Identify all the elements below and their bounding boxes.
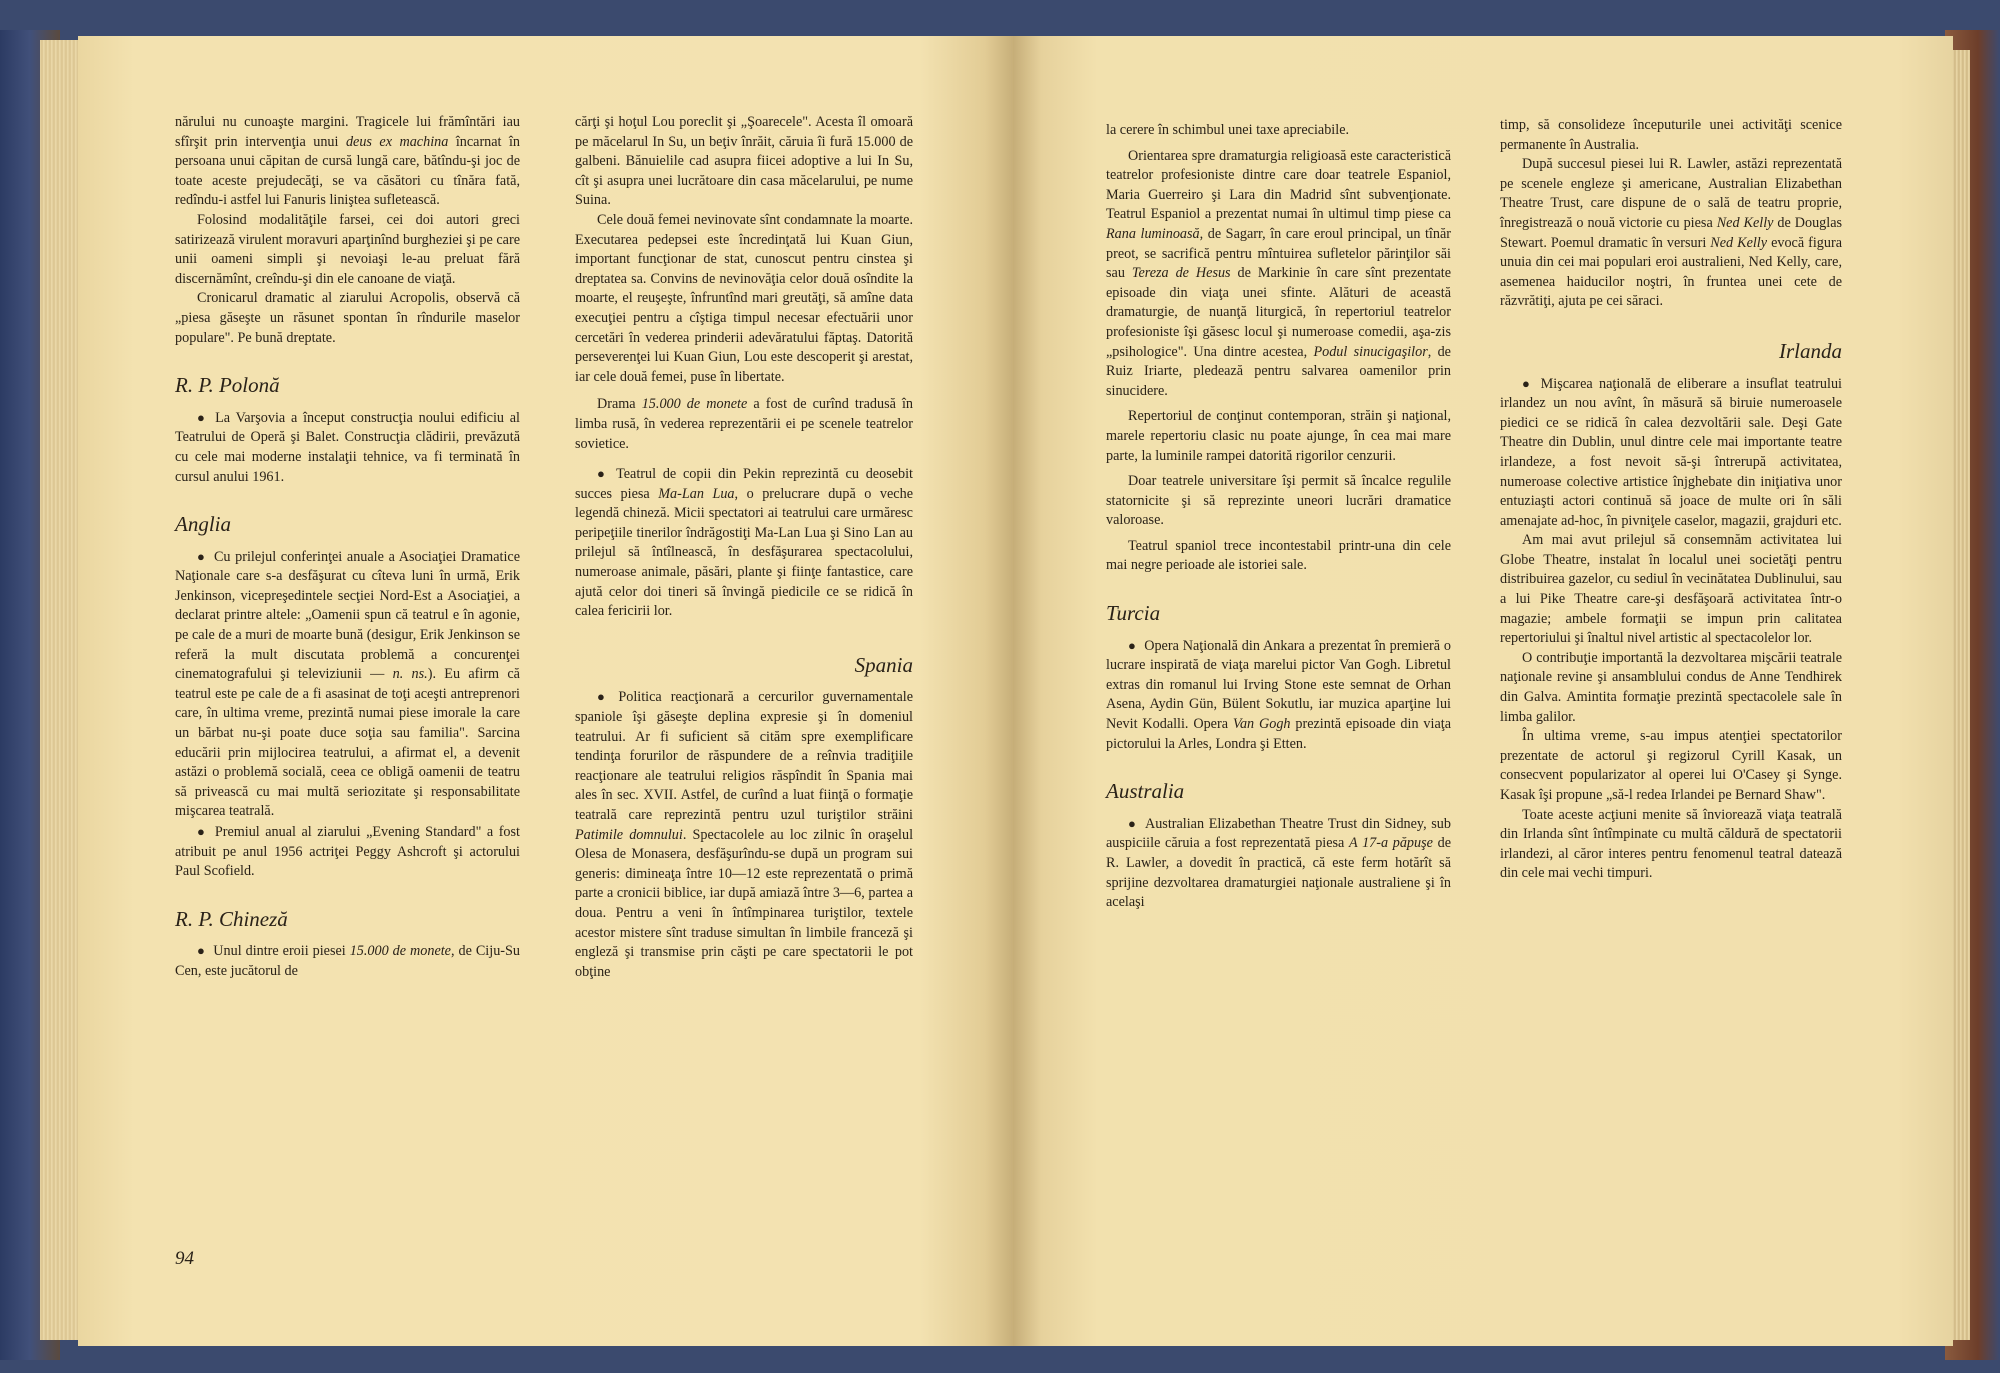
- paragraph: Teatrul spaniol trece incontestabil printr-una din cele mai negre perioade ale istoriei sale.: [1106, 537, 1451, 574]
- paragraph: Repertoriul de conţinut contemporan, străin şi naţional, marele repertoriu clasic nu poate ajunge, în cea mai mare parte, la luminile rampei datorită rigorilor cenzurii.: [1106, 408, 1451, 464]
- paragraph: la cerere în schimbul unei taxe apreciabile.: [1106, 122, 1350, 138]
- paragraph: Doar teatrele universitare îşi permit să încalce regulile statornicite şi să reprezinte uneori lucrări dramatice valoroase.: [1106, 473, 1451, 529]
- news-item: ● Politica reacţionară a cercurilor guvernamentale spaniole îşi găseşte deplina expresie şi în domeniul teatrului. Ar fi suficient să cităm spre exemplificare tendinţa forurilor de răspundere de a reînvia tradiţiile reacţionare ale teatrului religios răspîndit în Spania mai ales în sec. XVII. Astfel, de curînd a luat fiinţă o formaţie teatrală care reprezintă pentru uzul turiştilor străini Patimile domnului. Spectacolele au loc zilnic în oraşelul Olesa de Monasera, desfăşurîndu-se după un program sui generis: dimineaţa între 10—12 este reprezentată o primă parte a cronicii biblice, iar după amiază între 3—6, partea a doua. Pentru a veni în întîmpinarea turiştilor, textele acestor mistere sînt traduse simultan în limbile franceză şi engleză şi transmise prin căşti pe care spectatorii le pot obţine: [575, 687, 913, 982]
- paragraph: timp, să consolideze începuturile unei activităţi scenice permanente în Australia.: [1500, 117, 1842, 153]
- section-heading-polona: R. P. Polonă: [175, 373, 280, 398]
- paragraph: În ultima vreme, s-au impus atenţiei spectatorilor prezentate de actorul şi regizorul Cyrill Kasak, un consecvent popularizator al operei lui O'Casey şi Synge. Kasak îşi propune „să-l redea Irlandei pe Bernard Shaw".: [1500, 728, 1842, 803]
- news-item: ● La Varşovia a început construcţia noului edificiu al Teatrului de Operă şi Balet. Construcţia clădirii, prevăzută cu cele mai moderne instalaţii tehnice, va fi terminată în cursul anului 1961.: [175, 408, 520, 487]
- paragraph: Am mai avut prilejul să consemnăm activitatea lui Globe Theatre, instalat în localul unei societăţi pentru distribuirea gazelor, cu sediul în vecinătatea Dublinului, sau a lui Pike Theatre care-şi desfăşoară activitatea într-o magazie; ambele formaţii se impun prin calitatea repertoriului şi înaltul nivel artistic al spectacolelor lor.: [1500, 532, 1842, 647]
- paragraph: Orientarea spre dramaturgia religioasă este caracteristică teatrelor profesioniste dintre care doar teatrele Espaniol, Maria Guerreiro şi Lara din Madrid sînt subvenţionate. Teatrul Espaniol a prezentat numai în ultimul timp piese ca Rana luminoasă, de Sagarr, în care eroul principal, un tînăr preot, se sacrifică pentru mîntuirea sufletelor părinţilor săi sau Tereza de Hesus de Markinie în care sînt prezentate episoade din viaţa unei sfinte. Alături de această dramaturgie, de nuanţă liturgică, în repertoriul teatrelor profesioniste îşi găsesc locul şi numeroase comedii, aşa-zis „psihologice". Una dintre acestea, Podul sinucigaşilor, de Ruiz Iriarte, pledează pentru salvarea oamenilor prin sinucidere.: [1106, 147, 1452, 399]
- paragraph: nărului nu cunoaşte margini. Tragicele lui frămîntări iau sfîrşit prin intervenţia unui deus ex machina încarnat în persoana unui căpitan de cursă lungă care, bătîndu-şi joc de toate aceste prejudecăţi, se va căsători cu tînăra fată, redîndu-i astfel lui Fanuris liniştea sufletească.: [175, 114, 521, 209]
- paragraph: Toate aceste acţiuni menite să înviorează viaţa teatrală din Irlanda sînt întîmpinate cu multă căldură de spectatorii irlandezi, al căror interes pentru fenomenul teatral datează din cele mai vechi timpuri.: [1500, 806, 1842, 882]
- section-heading-chineza: R. P. Chineză: [175, 906, 288, 931]
- paragraph: cărţi şi hoţul Lou poreclit şi „Şoarecele". Acesta îl omoară pe măcelarul In Su, un beţiv înrăit, căruia îi fură 15.000 de galbeni. Bănuielile cad asupra fiicei adoptive a lui In Su, cît şi asupra unei lucrătoare din casa măcelarului, pe nume Suina.: [575, 114, 913, 209]
- paragraph: O contribuţie importantă la dezvoltarea mişcării teatrale naţionale revine şi ansamblului condus de Anne Tendhirek din Galva. Amintita formaţie prezintă spectacolele sale în limba galilor.: [1500, 649, 1842, 725]
- paragraph: Cronicarul dramatic al ziarului Acropolis, observă că „piesa găseşte un răsunet spontan în rîndurile maselor populare". Pe bună dreptate.: [175, 290, 520, 346]
- column-3: [1106, 121, 1451, 913]
- news-item: ● Premiul anual al ziarului „Evening Standard" a fost atribuit pe anul 1956 actriţei Peggy Ashcroft şi actorului Paul Scofield.: [175, 822, 520, 882]
- column-2: [575, 113, 913, 982]
- news-item: ● Unul dintre eroii piesei 15.000 de monete, de Ciju-Su Cen, este jucătorul de: [175, 941, 520, 981]
- column-1: [175, 113, 520, 982]
- news-item: ● Australian Elizabethan Theatre Trust din Sidney, sub auspiciile căruia a fost reprezentată piesa A 17-a păpuşe de R. Lawler, a dovedit în practică, că este ferm hotărît să sprijine dezvoltarea dramaturgiei naţionale australiene şi în acelaşi: [1106, 814, 1451, 913]
- paragraph: Folosind modalităţile farsei, cei doi autori greci satirizează virulent moravuri aparţinînd burgheziei şi pe care unii oameni simpli şi nevoiaşi le-au preluat fără discernămînt, creîndu-şi din ele canoane de viaţă.: [175, 211, 520, 287]
- column-4: [1500, 116, 1842, 884]
- news-item: ● Teatrul de copii din Pekin reprezintă cu deosebit succes piesa Ma-Lan Lua, o prelucrare după o veche legendă chineză. Micii spectatori ai teatrului care urmăresc peripeţiile tinerilor îndrăgostiţi Ma-Lan Lua şi Sino Lan au prilejul să întîlnească, în desfăşurarea spectacolului, numeroase animale, păsări, plante şi fiinţe fantastice, care ajută celor doi tineri să învingă piedicile ce se ridică în calea fericirii lor.: [575, 464, 913, 622]
- section-heading-australia: Australia: [1106, 779, 1185, 804]
- section-heading-spania: Spania: [854, 652, 913, 677]
- paragraph: Drama 15.000 de monete a fost de curînd tradusă în limba rusă, în vederea reprezentării ei pe scenele teatrelor sovietice.: [575, 396, 914, 452]
- section-heading-turcia: Turcia: [1106, 601, 1161, 626]
- news-item: ● Mişcarea naţională de eliberare a insuflat teatrului irlandez un nou avînt, în măsură să biruie numeroasele piedici ce se ridică în calea dezvoltării sale. Deşi Gate Theatre din Dublin, unul dintre cele mai importante teatre irlandeze, a fost nevoit să-şi întrerupă activitatea, numeroase colective artistice înjghebate din iniţiativa unor entuziaşti actori continuă să joace de multe ori în săli amenajate ad-hoc, în pivniţele caselor, magazii, grajduri etc.: [1500, 374, 1842, 532]
- paragraph: După succesul piesei lui R. Lawler, astăzi reprezentată pe scenele engleze şi americane, Australian Elizabethan Theatre Trust, care dispune de o sală de teatru proprie, înregistrează o nouă victorie cu piesa Ned Kelly de Douglas Stewart. Poemul dramatic în versuri Ned Kelly evocă figura unuia din cei mai populari eroi australieni, Ned Kelly, care, asemenea haiducilor noştri, în fruntea unei cete de răzvrătiţi, ajuta pe cei săraci.: [1500, 156, 1843, 310]
- section-heading-anglia: Anglia: [175, 512, 231, 537]
- news-item: ● Cu prilejul conferinţei anuale a Asociaţiei Dramatice Naţionale care s-a desfăşurat cu cîteva luni în urmă, Erik Jenkinson, vicepreşedintele secţiei Nord-Est a Asociaţiei, a declarat printre altele: „Oamenii spun că teatrul e în agonie, pe cale de a muri de moarte bună (desigur, Erik Jenkinson se referă la mult discutata problemă a concurenţei cinematografului şi televiziunii — n. ns.). Eu afirm că teatrul este pe cale de a fi asasinat de toţi aceşti antreprenori care, în ultima vreme, prezintă numai piese imorale la care un bărbat nu-şi poate duce soţia sau familia". Sarcina educării prin mijlocirea teatrului, a afirmat el, a devenit astăzi o problemă socială, ceea ce obligă oamenii de teatru să privească cu mai multă seriozitate şi responsabilitate mişcarea teatrală.: [175, 547, 520, 822]
- news-item: ● Opera Naţională din Ankara a prezentat în premieră o lucrare inspirată de viaţa marelui pictor Van Gogh. Libretul extras din romanul lui Irving Stone este semnat de Orhan Asena, Aydin Gün, Bülent Sokutlu, iar muzica aparţine lui Nevit Kodalli. Opera Van Gogh prezintă episoade din viaţa pictorului la Arles, Londra şi Etten.: [1106, 636, 1451, 755]
- page-number: 94: [175, 1248, 194, 1269]
- paragraph: Cele două femei nevinovate sînt condamnate la moarte. Executarea pedepsei este încredinţată lui Kuan Giun, important funcţionar de stat, cunoscut pentru cinstea şi dreptatea sa. Convins de nevinovăţia celor două osîndite la moarte, el reuşeşte, înfruntînd mari greutăţi, să amîne data execuţiei pentru a cîştiga timpul necesar efectuării unor cercetări în vederea prinderii adevăratului făptaş. Datorită perseverenţei lui Kuan Giun, Lou este descoperit şi arestat, iar cele două femei, puse în libertate.: [575, 211, 913, 385]
- section-heading-irlanda: Irlanda: [1779, 338, 1842, 363]
